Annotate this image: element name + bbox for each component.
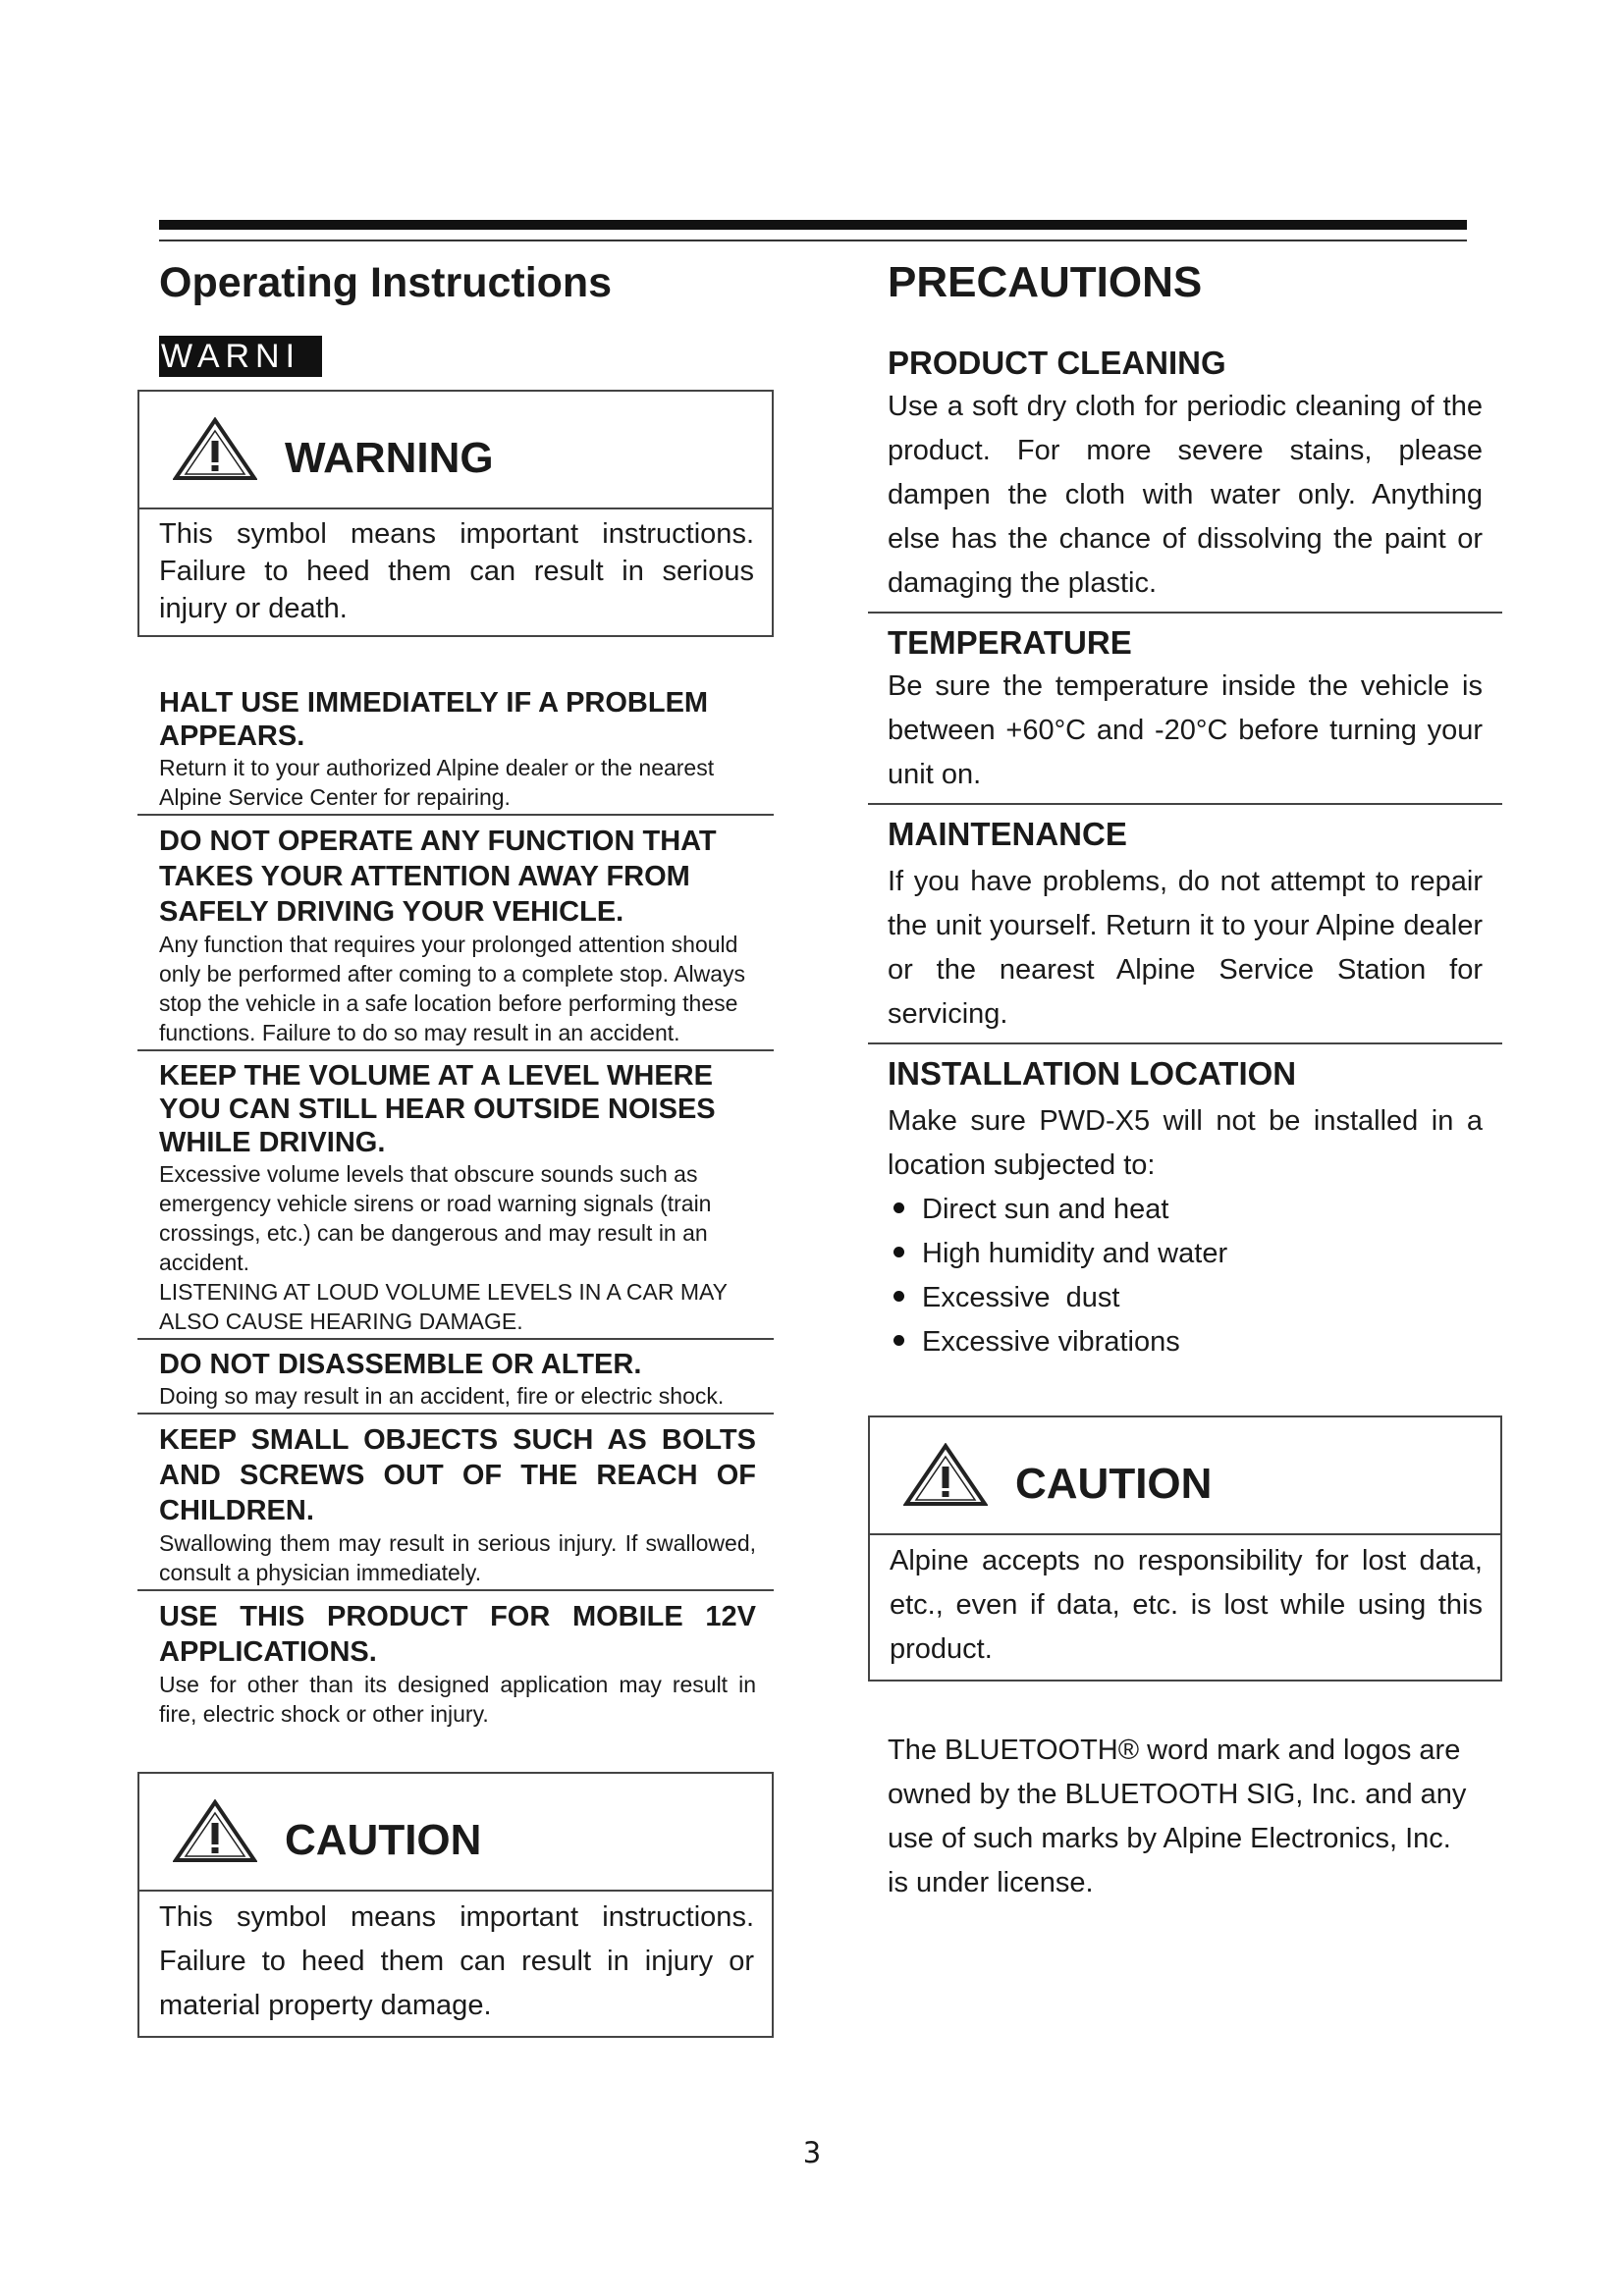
warning-triangle-icon: [173, 1799, 257, 1864]
trademark-line: owned by the BLUETOOTH SIG, Inc. and any: [888, 1779, 1467, 1810]
section-halt-use: [137, 678, 774, 816]
section-product-cleaning: [868, 334, 1502, 614]
section-temperature: [868, 614, 1502, 805]
warning-sections: [137, 678, 774, 1731]
warning-triangle-icon: [173, 417, 257, 482]
header-rule-thick: [159, 220, 1467, 230]
page-number: 3: [802, 2136, 822, 2169]
trademark-line: is under license.: [888, 1867, 1094, 1898]
header-rule-thin: [159, 240, 1467, 241]
section-body: Return it to your authorized Alpine dealer or the nearest Alpine Service Center for repairing.: [159, 755, 715, 810]
section-heading: DO NOT OPERATE ANY FUNCTION THAT TAKES YOUR ATTENTION AWAY FROM SAFELY DRIVING YOUR VEHICLE.: [159, 826, 717, 928]
bullet-icon: [893, 1335, 904, 1346]
warning-box-header: [139, 392, 772, 509]
trademark-line: use of such marks by Alpine Electronics, Inc.: [888, 1823, 1451, 1854]
section-keep-volume: [137, 1051, 774, 1340]
section-mobile-12v: [137, 1591, 774, 1731]
section-heading: MAINTENANCE: [888, 816, 1127, 852]
caution-box-right: [868, 1415, 1502, 1682]
section-heading: DO NOT DISASSEMBLE OR ALTER.: [159, 1349, 642, 1380]
section-body: If you have problems, do not attempt to repair the unit yourself. Return it to your Alpine dealer or the nearest Alpine Service Station for servicing.: [888, 866, 1483, 1030]
installation-bullet-list: [888, 1188, 1483, 1364]
bullet-icon: [893, 1291, 904, 1302]
section-installation-location: [868, 1044, 1502, 1370]
section-heading: KEEP THE VOLUME AT A LEVEL WHERE YOU CAN STILL HEAR OUTSIDE NOISES WHILE DRIVING.: [159, 1060, 716, 1158]
section-body: Swallowing them may result in serious injury. If swallowed, consult a physician immediately.: [159, 1530, 756, 1585]
caution-box-heading: CAUTION: [1015, 1460, 1213, 1508]
section-maintenance: [868, 805, 1502, 1044]
section-heading: USE THIS PRODUCT FOR MOBILE 12V APPLICATIONS.: [159, 1601, 756, 1668]
warning-tab-label: WARNI: [159, 336, 322, 377]
section-do-not-operate: [137, 816, 774, 1051]
section-heading: KEEP SMALL OBJECTS SUCH AS BOLTS AND SCREWS OUT OF THE REACH OF CHILDREN.: [159, 1424, 756, 1526]
left-column: [137, 253, 774, 2038]
section-small-objects: [137, 1415, 774, 1591]
trademark-notice: [868, 1729, 1502, 1905]
precaution-sections: [868, 334, 1502, 1370]
list-item: High humidity and water: [888, 1232, 1483, 1276]
warning-box-text: This symbol means important instructions. Failure to heed them can result in serious injury or death.: [159, 518, 754, 624]
section-body: Doing so may result in an accident, fire or electric shock.: [159, 1383, 725, 1409]
bullet-icon: [893, 1247, 904, 1257]
caution-box-header: [870, 1417, 1500, 1535]
caution-box-text: Alpine accepts no responsibility for lost data, etc., even if data, etc. is lost while using this product.: [890, 1545, 1483, 1665]
section-body: Excessive volume levels that obscure sounds such as emergency vehicle sirens or road warning signals (train crossings, etc.) can be dangerous and may result in an accident.: [159, 1161, 712, 1275]
caution-box-left: [137, 1772, 774, 2038]
section-body: Make sure PWD-X5 will not be installed in a location subjected to:: [888, 1105, 1483, 1181]
trademark-line: The BLUETOOTH® word mark and logos are: [888, 1735, 1461, 1766]
section-body: Be sure the temperature inside the vehicle is between +60°C and -20°C before turning your unit on.: [888, 670, 1483, 790]
section-heading: PRODUCT CLEANING: [888, 345, 1226, 381]
warning-triangle-icon: [903, 1443, 988, 1508]
bullet-icon: [893, 1202, 904, 1213]
right-column: [868, 253, 1502, 1905]
section-do-not-disassemble: [137, 1340, 774, 1415]
page-title-operating-instructions: Operating Instructions: [159, 259, 613, 306]
warning-box: [137, 390, 774, 637]
section-heading: HALT USE IMMEDIATELY IF A PROBLEM APPEARS.: [159, 687, 709, 752]
caution-box-header: [139, 1774, 772, 1892]
section-body: Any function that requires your prolonged attention should only be performed after coming to a complete stop. Always stop the vehicle in a safe location before performing these functions. Failure to do so may result in an accident.: [159, 932, 746, 1045]
section-heading: TEMPERATURE: [888, 624, 1132, 661]
list-item: Direct sun and heat: [888, 1188, 1483, 1232]
warning-box-heading: WARNING: [285, 434, 494, 482]
caution-box-text: This symbol means important instructions. Failure to heed them can result in injury or material property damage.: [159, 1901, 754, 2021]
section-heading: INSTALLATION LOCATION: [888, 1055, 1297, 1092]
list-item: Excessive vibrations: [888, 1320, 1483, 1364]
caution-box-heading: CAUTION: [285, 1816, 482, 1864]
list-item: Excessive dust: [888, 1276, 1483, 1320]
section-body: Use a soft dry cloth for periodic cleaning of the product. For more severe stains, please dampen the cloth with water only. Anything else has the chance of dissolving the paint or damaging the plastic.: [888, 391, 1483, 599]
section-body: Use for other than its designed application may result in fire, electric shock or other injury.: [159, 1672, 756, 1727]
page-title-precautions: PRECAUTIONS: [888, 258, 1203, 306]
section-body-caps: LISTENING AT LOUD VOLUME LEVELS IN A CAR MAY ALSO CAUSE HEARING DAMAGE.: [159, 1279, 728, 1334]
